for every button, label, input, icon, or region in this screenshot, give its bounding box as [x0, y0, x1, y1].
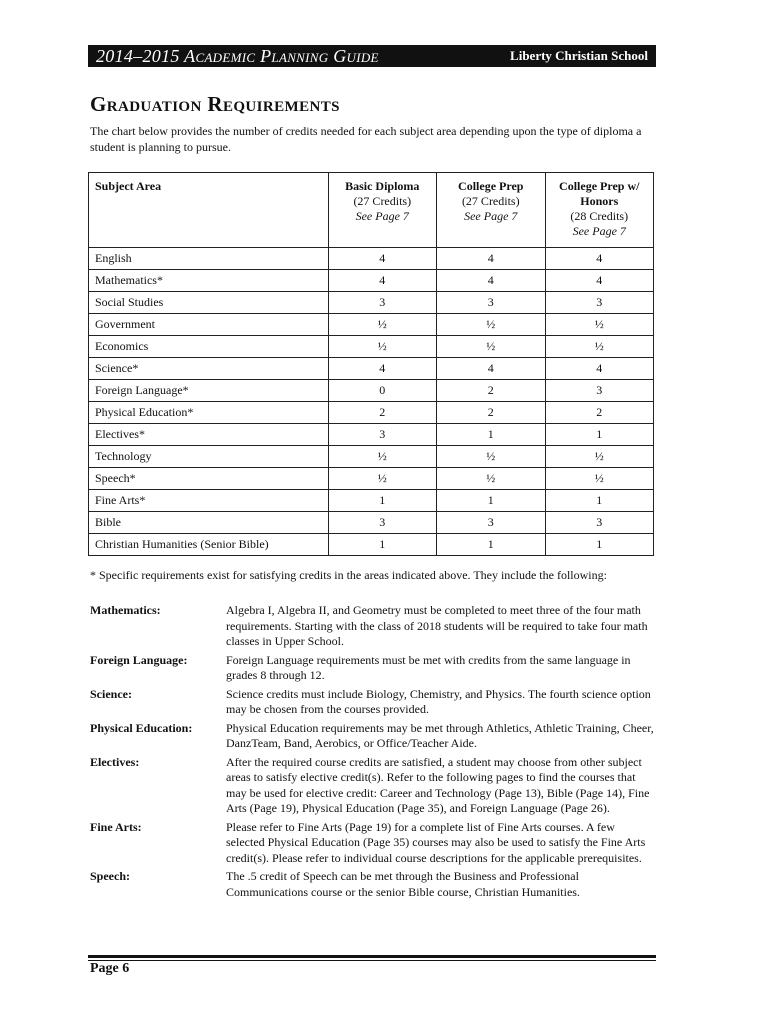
- page-title: Graduation Requirements: [90, 92, 340, 116]
- credit-cell: 3: [328, 292, 437, 314]
- credit-cell: 1: [545, 534, 654, 556]
- credit-cell: 4: [437, 358, 545, 380]
- requirement-note: [90, 721, 656, 752]
- credit-cell: 4: [545, 358, 654, 380]
- requirement-note: [90, 820, 656, 867]
- note-label: Speech:: [90, 869, 130, 883]
- subject-cell: Speech*: [89, 468, 329, 490]
- subject-cell: Foreign Language*: [89, 380, 329, 402]
- guide-title: 2014–2015 Academic Planning Guide: [96, 45, 379, 66]
- credit-cell: 3: [545, 380, 654, 402]
- requirements-table: [88, 172, 654, 556]
- credit-cell: ½: [437, 446, 545, 468]
- credit-cell: 4: [328, 270, 437, 292]
- credit-cell: 2: [328, 402, 437, 424]
- credit-cell: 4: [437, 270, 545, 292]
- subject-cell: Physical Education*: [89, 402, 329, 424]
- table-row: [89, 314, 654, 336]
- credit-cell: 4: [545, 270, 654, 292]
- table-row: [89, 424, 654, 446]
- column-see-page: See Page 7: [464, 209, 518, 223]
- table-row: [89, 358, 654, 380]
- note-text: Please refer to Fine Arts (Page 19) for a complete list of Fine Arts courses. A few selected Physical Education (Page 35) courses may also be used to satisfy the Fine Arts credit(s). Please refer to individual course descriptions for the applicable prerequisites.: [226, 819, 646, 865]
- credit-cell: ½: [437, 314, 545, 336]
- credit-cell: 0: [328, 380, 437, 402]
- table-row: [89, 512, 654, 534]
- table-body: [89, 248, 654, 556]
- credit-cell: ½: [437, 468, 545, 490]
- note-label: Electives:: [90, 754, 140, 769]
- subject-cell: Economics: [89, 336, 329, 358]
- credit-cell: 4: [328, 248, 437, 270]
- table-row: [89, 468, 654, 490]
- requirement-notes: [90, 603, 656, 903]
- table-row: [89, 402, 654, 424]
- table-row: [89, 270, 654, 292]
- note-text: Physical Education requirements may be met through Athletics, Athletic Training, Cheer, DanzTeam, Band, Aerobics, or Office/Teacher Aide.: [226, 720, 654, 750]
- table-row: [89, 292, 654, 314]
- credit-cell: ½: [545, 468, 654, 490]
- subject-cell: English: [89, 248, 329, 270]
- requirement-note: [90, 755, 656, 817]
- credit-cell: 3: [437, 512, 545, 534]
- credit-cell: 4: [328, 358, 437, 380]
- subject-cell: Government: [89, 314, 329, 336]
- school-name: Liberty Christian School: [510, 48, 648, 63]
- subject-cell: Christian Humanities (Senior Bible): [89, 534, 329, 556]
- requirement-note: [90, 653, 656, 684]
- column-credits: (27 Credits): [353, 194, 412, 208]
- subject-cell: Social Studies: [89, 292, 329, 314]
- table-header-row: [89, 173, 654, 248]
- table-row: [89, 534, 654, 556]
- credit-cell: ½: [328, 336, 437, 358]
- credit-cell: ½: [328, 314, 437, 336]
- column-see-page: See Page 7: [572, 224, 626, 238]
- note-label: Mathematics:: [90, 603, 161, 617]
- footer-divider: [88, 955, 656, 958]
- table-row: [89, 490, 654, 512]
- page-header: [88, 45, 656, 67]
- credit-cell: 3: [545, 512, 654, 534]
- note-text: Science credits must include Biology, Chemistry, and Physics. The fourth science option may be chosen from the courses provided.: [226, 686, 651, 716]
- column-see-page: See Page 7: [355, 209, 409, 223]
- column-header-basic: [328, 173, 437, 248]
- subject-cell: Electives*: [89, 424, 329, 446]
- credit-cell: 3: [328, 424, 437, 446]
- credit-cell: ½: [545, 314, 654, 336]
- credit-cell: ½: [328, 468, 437, 490]
- credit-cell: 3: [545, 292, 654, 314]
- intro-paragraph: The chart below provides the number of credits needed for each subject area depending upon the type of diploma a student is planning to pursue.: [90, 124, 642, 154]
- credit-cell: 3: [437, 292, 545, 314]
- credit-cell: ½: [328, 446, 437, 468]
- column-title: College Prep: [458, 179, 524, 193]
- credit-cell: 2: [545, 402, 654, 424]
- credit-cell: ½: [437, 336, 545, 358]
- footer-divider-thin: [88, 960, 656, 961]
- subject-cell: Mathematics*: [89, 270, 329, 292]
- note-text: Algebra I, Algebra II, and Geometry must be completed to meet three of the four math requirements. Starting with the class of 2018 students will be required to take four math classes in Upper School.: [226, 603, 648, 648]
- column-title: College Prep w/ Honors: [559, 179, 640, 208]
- credit-cell: 1: [437, 424, 545, 446]
- table-row: [89, 380, 654, 402]
- credit-cell: 1: [545, 490, 654, 512]
- column-title: Basic Diploma: [345, 179, 420, 193]
- page-number: Page 6: [90, 961, 130, 976]
- note-label: Foreign Language:: [90, 652, 188, 667]
- credit-cell: 2: [437, 402, 545, 424]
- column-header-honors: [545, 173, 654, 248]
- requirement-note: [90, 603, 656, 650]
- credit-cell: 1: [437, 534, 545, 556]
- credit-cell: 4: [545, 248, 654, 270]
- table-row: [89, 336, 654, 358]
- requirement-note: [90, 869, 656, 900]
- subject-area-header: Subject Area: [89, 173, 329, 248]
- column-header-college-prep: [437, 173, 545, 248]
- note-text: After the required course credits are satisfied, a student may choose from other subject areas to satisfy elective credit(s). Refer to the following pages to find the courses that may be used for elective credit: Career and Technology (Page 13), Bible (Page 14), Fine Arts (Page 19), Physical Education (Page 35), and Foreign Language (Page 26).: [226, 754, 650, 815]
- credit-cell: 1: [328, 534, 437, 556]
- credit-cell: 4: [437, 248, 545, 270]
- note-text: The .5 credit of Speech can be met through the Business and Professional Communications course or the senior Bible course, Christian Humanities.: [226, 869, 580, 899]
- credit-cell: 1: [328, 490, 437, 512]
- requirement-note: [90, 687, 656, 718]
- note-label: Fine Arts:: [90, 819, 142, 834]
- note-label: Physical Education:: [90, 720, 193, 735]
- subject-cell: Bible: [89, 512, 329, 534]
- credit-cell: 3: [328, 512, 437, 534]
- column-credits: (28 Credits): [570, 209, 629, 223]
- footnote: * Specific requirements exist for satisfying credits in the areas indicated above. They include the following:: [90, 568, 607, 582]
- note-text: Foreign Language requirements must be met with credits from the same language in grades 8 through 12.: [226, 652, 631, 682]
- subject-cell: Fine Arts*: [89, 490, 329, 512]
- table-row: [89, 446, 654, 468]
- column-credits: (27 Credits): [461, 194, 520, 208]
- table-row: [89, 248, 654, 270]
- note-label: Science:: [90, 686, 132, 701]
- credit-cell: 1: [437, 490, 545, 512]
- subject-cell: Technology: [89, 446, 329, 468]
- credit-cell: ½: [545, 446, 654, 468]
- credit-cell: 1: [545, 424, 654, 446]
- credit-cell: 2: [437, 380, 545, 402]
- subject-cell: Science*: [89, 358, 329, 380]
- credit-cell: ½: [545, 336, 654, 358]
